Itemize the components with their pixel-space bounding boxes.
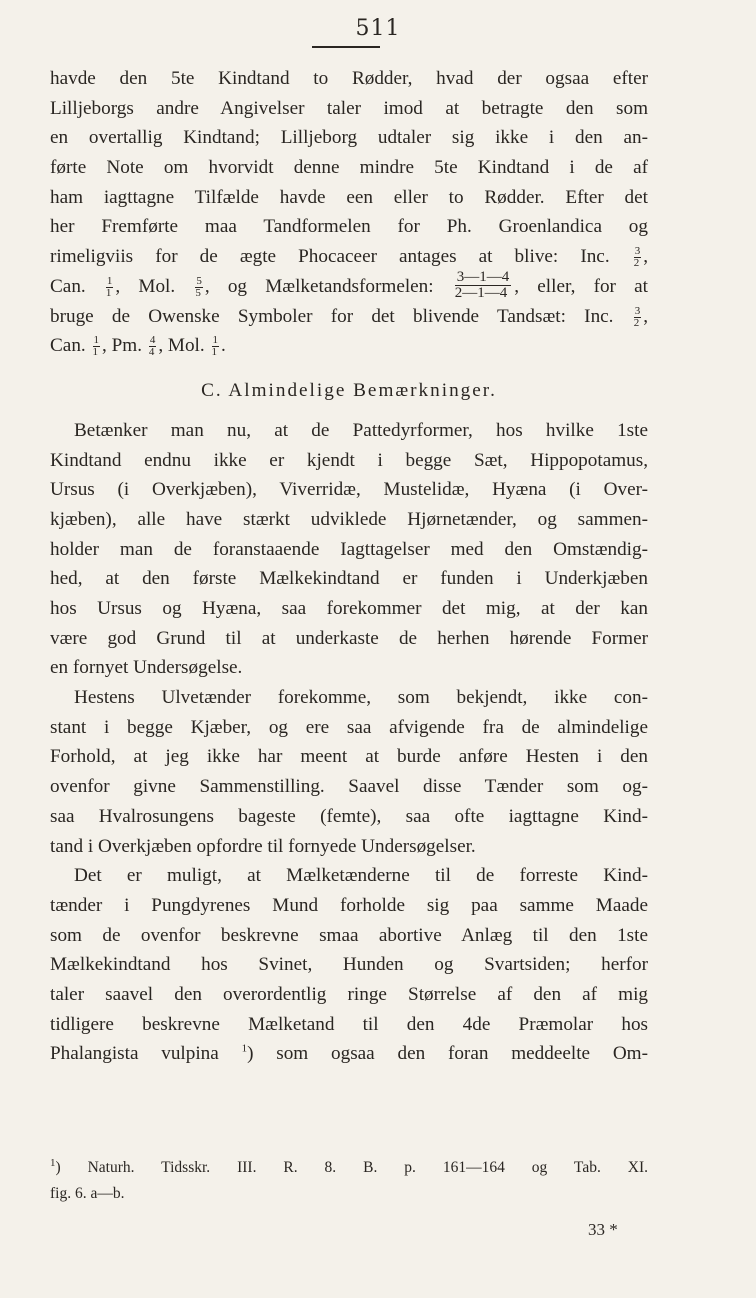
fraction-denominator: 1 [105,286,112,299]
text-segment: Can. [50,335,86,357]
text-line: Betænker man nu, at de Pattedyrformer, hos hvilke 1ste [74,419,648,441]
fraction-denominator: 1 [92,346,99,359]
formula-denominator: 2—1—4 [454,284,508,301]
signature-mark: 33 * [588,1220,618,1239]
footnote-text: ) Naturh. Tidsskr. III. R. 8. B. p. 161—164 og Tab. XI. [55,1159,648,1176]
text-line: taler saavel den overordentlig ringe Størrelse af den af mig [50,983,648,1005]
text-line: tand i Overkjæben opfordre til fornyede Undersøgelser. [50,835,476,857]
footnote-line [50,1155,648,1181]
fraction-numerator: 1 [106,274,113,287]
text-segment: Can. [50,275,86,297]
fraction-canines [93,335,101,358]
text-line: Lilljeborgs andre Angivelser taler imod at betragte den som [50,97,648,119]
fraction-premolars [149,335,157,358]
text-line: Ursus (i Overkjæben), Viverridæ, Mustelidæ, Hyæna (i Over- [50,479,648,501]
fraction-canines [106,276,114,299]
fraction-denominator: 2 [633,257,640,270]
fraction-numerator: 1 [212,334,218,347]
text-line: Forhold, at jeg ikke har meent at burde anføre Hesten i den [50,746,648,768]
text-line: bruge de Owenske Symboler for det blivende Tandsæt: Inc. $\frac{3}{2}$ , [50,304,649,329]
text-line: Kindtand endnu ikke er kjendt i begge Sæt, Hippopotamus, [50,449,648,471]
text-segment: rimeligviis for de ægte Phocaceer antages at blive: Inc. [50,246,610,268]
page-number: 511 [355,16,401,41]
text-line: saa Hvalrosungens bageste (femte), saa ofte iagttagne Kind- [50,805,648,827]
text-line: rimeligviis for de ægte Phocaceer antages at blive: Inc. $\frac{3}{2}$ , [50,245,648,270]
text-segment: bruge de Owenske Symboler for det blivende Tandsæt: Inc. [50,305,614,327]
text-line: Det er muligt, at Mælketænderne til de forreste Kind- [74,865,648,887]
text-line: her Fremførte maa Tandformelen for Ph. Groenlandica og [50,216,648,238]
section-heading: C. Almindelige Bemærkninger. [201,379,497,401]
text-line: kjæben), alle have stærkt udviklede Hjørnetænder, og sammen- [50,508,648,530]
text-line: tidligere beskrevne Mælketand til den 4de Præmolar hos [50,1013,648,1035]
body-text [50,64,648,1069]
text-segment: , eller, for at [514,275,648,297]
text-line: Mælkekindtand hos Svinet, Hunden og Svartsiden; herfor [50,954,648,976]
fraction-denominator: 5 [195,286,201,299]
fraction-molars [212,335,220,358]
fraction-numerator: 5 [196,274,202,287]
text-line: holder man de foranstaaende Iagttagelser med den Omstændig- [50,538,648,560]
text-line: havde den 5te Kindtand to Rødder, hvad der ogsaa efter [50,68,648,89]
text-segment: ) som ogsaa den foran meddeelte Om- [247,1043,649,1065]
formula-numerator: 3—1—4 [456,268,510,285]
text-segment: , Mol. [115,275,176,297]
page-number-rule [312,46,380,48]
fraction-numerator: 4 [149,334,156,347]
text-segment: , Mol. [158,335,205,357]
fraction-denominator: 1 [211,346,217,359]
text-line: Can. $\frac{1}{1}$ , Pm. $\frac{4}{4}$ , Mol. $\frac{1}{1}$ . [50,334,226,359]
text-line: hos Ursus og Hyæna, saa forekommer det mig, at der kan [50,598,648,619]
text-line: stant i begge Kjæber, og ere saa afvigende fra de almindelige [50,716,648,738]
text-segment: , Pm. [102,335,143,357]
fraction-numerator: 3 [634,245,641,258]
text-segment: Phalangista vulpina [50,1043,219,1065]
fraction-numerator: 3 [634,304,641,317]
fraction-incisors [634,246,642,269]
text-line: tænder i Pungdyrenes Mund forholde sig paa samme Maade [50,894,648,916]
text-line [50,268,648,302]
milk-tooth-formula [455,270,512,301]
fraction-incisors [634,306,642,329]
text-line: hed, at den første Mælkekindtand er funden i Underkjæben [50,568,648,590]
fraction-numerator: 1 [93,334,100,347]
fraction-denominator: 4 [148,346,155,359]
text-line [50,1039,648,1069]
text-segment: , og Mælketandsformelen: [204,275,434,297]
text-line: være god Grund til at underkaste de herhen hørende Former [50,627,648,649]
text-line: Hestens Ulvetænder forekomme, som bekjendt, ikke con- [74,687,648,709]
fraction-molars [195,276,203,299]
footnote-reference: 1 [241,1042,248,1055]
fraction-denominator: 2 [633,316,640,329]
text-line: en fornyet Undersøgelse. [50,657,243,679]
footnote [50,1155,648,1207]
text-line: som de ovenfor beskrevne smaa abortive Anlæg til den 1ste [50,924,648,946]
text-line: ham iagttagne Tilfælde havde een eller to Rødder. Efter det [50,186,648,208]
text-line: ovenfor givne Sammenstilling. Saavel disse Tænder som og- [50,776,648,798]
text-line: en overtallig Kindtand; Lilljeborg udtaler sig ikke i den an- [50,127,648,149]
footnote-line: fig. 6. a—b. [50,1185,125,1202]
text-line: førte Note om hvorvidt denne mindre 5te Kindtand i de af [50,157,648,179]
footnote-marker: 1 [50,1156,56,1169]
